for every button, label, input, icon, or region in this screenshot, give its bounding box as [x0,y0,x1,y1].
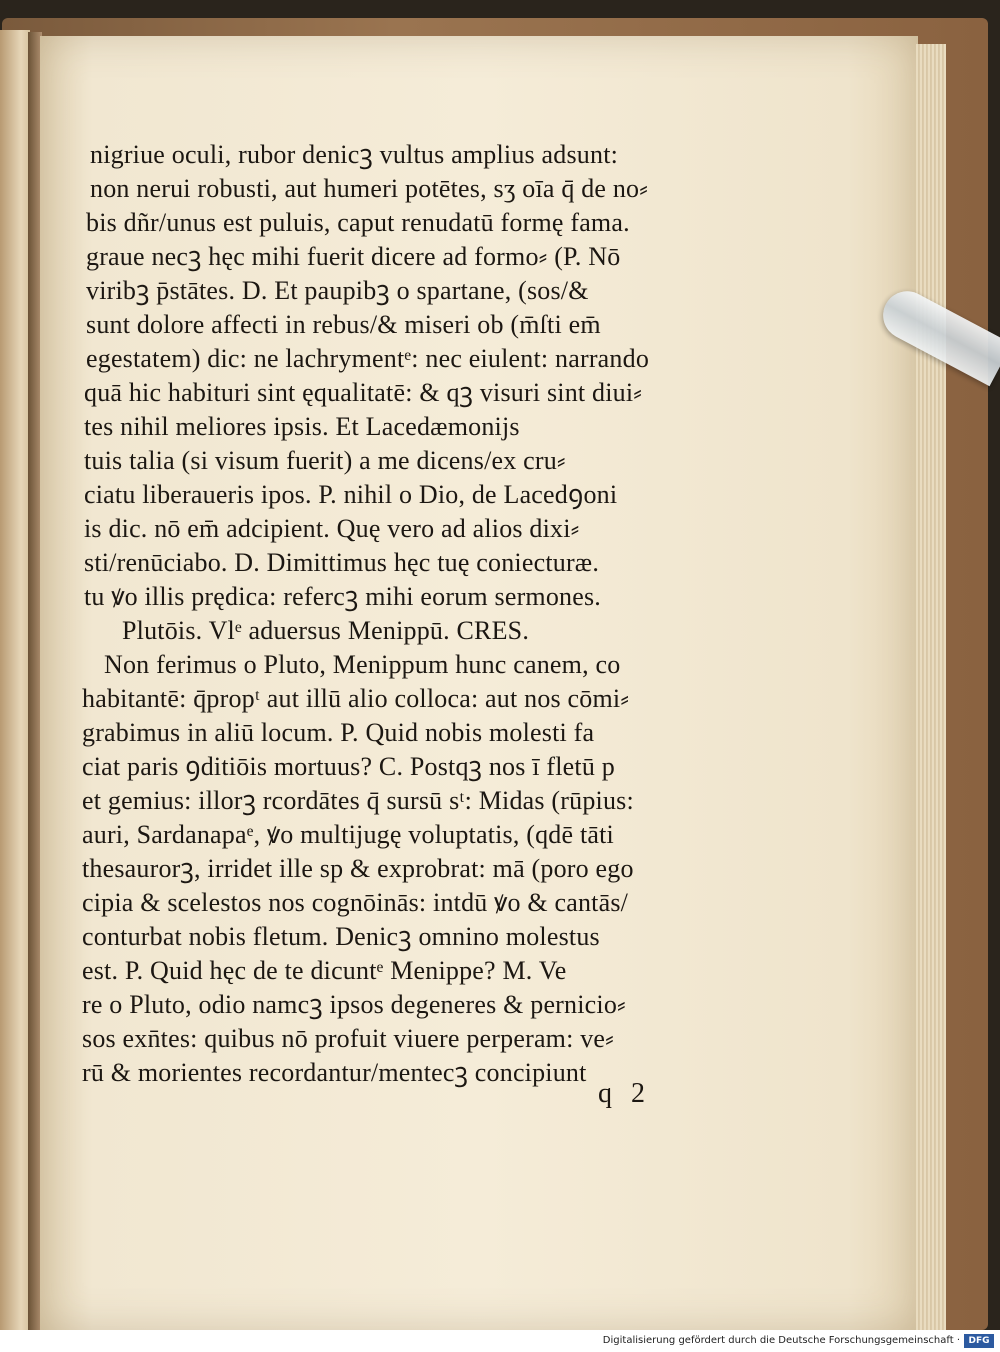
text-line: thesaurorꝫ, irridet ille sp & exprobrat: mā (poro ego [82,854,634,883]
text-line: sunt dolore affecti in rebus/& miseri ob (m̄ſti em̄ [86,310,601,339]
text-line: rū & morientes recordantur/mentecꝫ concipiunt [82,1058,587,1087]
text-line: grabimus in aliū locum. P. Quid nobis molesti fa [82,718,595,747]
text-line: graue necꝫ hęc mihi fuerit dicere ad formo⸗ (P. Nō [86,242,621,271]
text-line: sos exn̄tes: quibus nō profuit viuere perperam: ve⸗ [82,1024,615,1053]
text-line: tu ꝟo illis prędica: refercꝫ mihi eorum sermones. [84,582,602,611]
text-line: est. P. Quid hęc de te dicuntᵉ Menippe? M. Ve [82,956,567,985]
text-line: cipia & scelestos nos cognōinās: intdū ꝟo & cantās/ [82,888,629,917]
text-line: tuis talia (si visum fuerit) a me dicens/ex cru⸗ [84,446,566,475]
text-line: et gemius: illorꝫ rcordātes q̄ sursū sᵗ: Midas (rūpius: [82,786,634,815]
text-line: auri, Sardanapaᵉ, ꝟo multijugę voluptatis, (qdē tāti [82,820,614,849]
section-heading: Plutōis. Vlᵉ aduersus Menippū. CRES. [122,616,530,645]
funding-credit: Digitalisierung gefördert durch die Deutsche Forschungsgemeinschaft · [602,1335,960,1346]
text-line: habitantē: q̄propᵗ aut illū alio colloca: aut nos cōmi⸗ [82,684,630,713]
text-line: bis dñr/unus est puluis, caput renudatū formę fama. [86,208,630,237]
text-line: viribꝫ p̄stātes. D. Et paupibꝫ o spartane, (sos/& [86,276,589,305]
page-stack-edges [916,44,946,1330]
text-line: is dic. nō em̄ adcipient. Quę vero ad alios dixi⸗ [84,514,580,543]
text-line: ciatu liberaueris ipos. P. nihil o Dio, de Lacedꝯoni [84,480,618,509]
facing-page-edge [0,30,30,1330]
text-line: egestatem) dic: ne lachrymentᵉ: nec eiulent: narrando [86,344,650,373]
dfg-logo: DFG [964,1334,994,1348]
text-line: sti/renūciabo. D. Dimittimus hęc tuę coniecturæ. [84,548,600,577]
footer-bar [0,1330,1000,1352]
signature-mark: q 2 [598,1078,651,1109]
text-line: conturbat nobis fletum. Denicꝫ omnino molestus [82,922,600,951]
text-line: ciat paris ꝯditiōis mortuus? C. Postqꝫ nos ī fletū p [82,752,615,781]
text-line: re o Pluto, odio namcꝫ ipsos degeneres & pernicio⸗ [82,990,626,1019]
text-line: non nerui robusti, aut humeri potētes, sʒ oīa q̄ de no⸗ [90,174,649,203]
text-line: Non ferimus o Pluto, Menippum hunc canem, co [104,650,621,679]
text-line: nigriue oculi, rubor denicꝫ vultus amplius adsunt: [90,140,619,169]
text-line: tes nihil meliores ipsis. Et Lacedæmonijs [84,412,520,441]
text-line: quā hic habituri sint ęqualitatē: & qꝫ visuri sint diui⸗ [84,378,643,407]
